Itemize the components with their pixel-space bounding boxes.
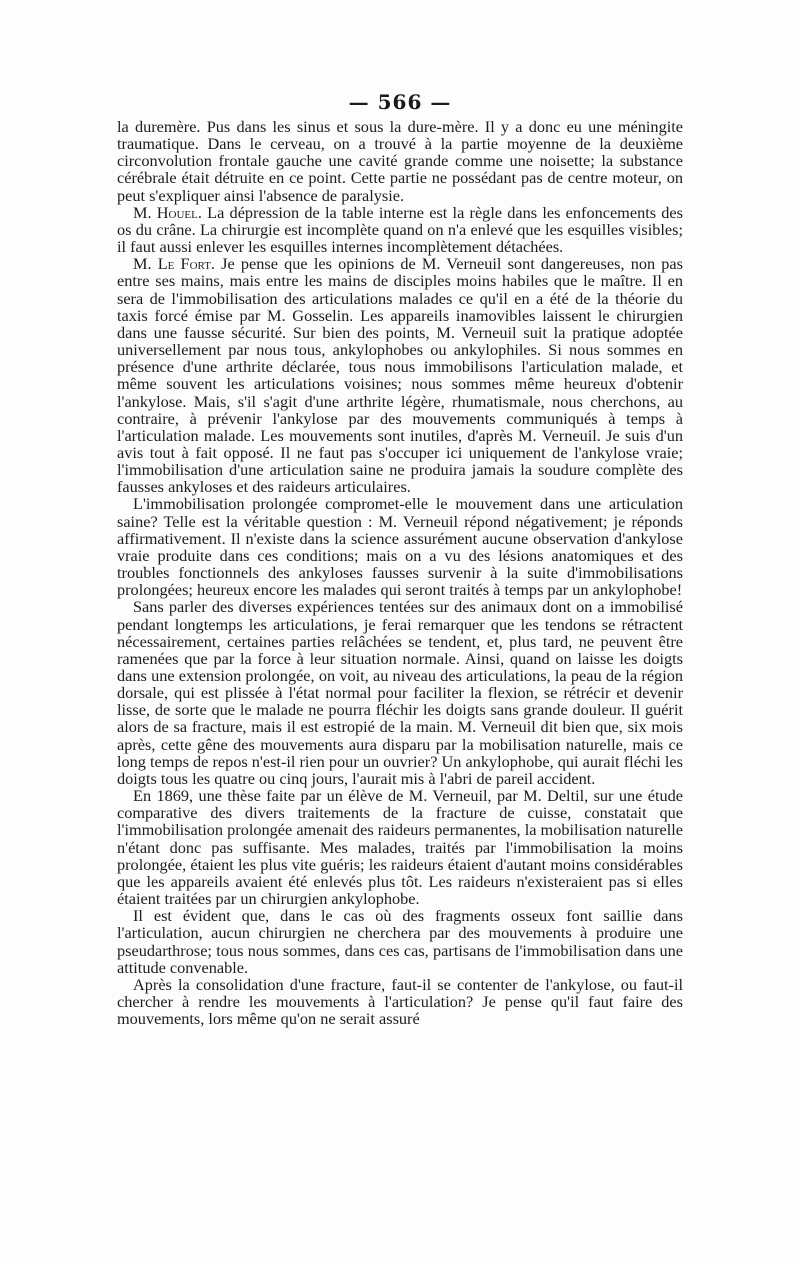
- paragraph-text: Je pense que les opinions de M. Verneuil sont dangereuses, non pas entre ses mains, mais entre les mains de disciples moins habiles que le maître. Il en sera de l'immobilisation des articulations malades ce qu'il en a été de la théorie du taxis forcé émise par M. Gosselin. Les appareils inamovibles laissent le chirurgien dans une fausse sécurité. Sur bien des points, M. Verneuil suit la pratique adoptée universellement par nous tous, ankylophobes ou ankylophiles. Si nous sommes en présence d'une arthrite déclarée, tous nous immobilisons l'articulation malade, et même souvent les articulations voisines; nous sommes même heureux d'obtenir l'ankylose. Mais, s'il s'agit d'une arthrite légère, rhumatismale, nous cherchons, au contraire, à prévenir l'ankylose par des mouvements communiqués à temps à l'articulation malade. Les mouvements sont inutiles, d'après M. Verneuil. Je suis d'un avis tout à fait opposé. Il ne faut pas s'occuper ici uniquement de l'ankylose vraie; l'immobilisation d'une articulation saine ne produira jamais la soudure complète des fausses ankyloses et des raideurs articulaires.: [117, 254, 683, 497]
- paragraph-text: L'immobilisation prolongée compromet-elle le mouvement dans une articulation saine? Telle est la véritable question : M. Verneuil répond négativement; je réponds affirmativement. Il n'existe dans la science assurément aucune observation d'ankylose vraie produite dans ces conditions; mais on a vu des lésions anatomiques et des troubles fonctionnels des ankyloses fausses survenir à la suite d'immobilisations prolongées; heureux encore les malades qui seront traités à temps par un ankylophobe!: [117, 494, 683, 600]
- paragraph: [117, 907, 683, 976]
- paragraph: [117, 598, 683, 787]
- paragraph: [117, 255, 683, 495]
- page-number: — 566 —: [348, 90, 452, 114]
- paragraph: [117, 787, 683, 907]
- speaker-name: M. Le Fort.: [133, 254, 216, 274]
- paragraph-text: En 1869, une thèse faite par un élève de M. Verneuil, par M. Deltil, sur une étude comparative des divers traitements de la fracture de cuisse, constatait que l'immobilisation prolongée amenait des raideurs permanentes, la mobilisation naturelle n'étant donc pas suffisante. Mes malades, traités par l'immobilisation la moins prolongée, étaient les plus vite guéris; les raideurs étaient d'autant moins considérables que les appareils avaient été enlevés plus tôt. Les raideurs n'existeraient pas si elles étaient traitées par un chirurgien ankylophobe.: [117, 786, 683, 909]
- paragraph: [117, 976, 683, 1027]
- paragraph-text: Sans parler des diverses expériences tentées sur des animaux dont on a immobilisé pendant longtemps les articulations, je ferai remarquer que les tendons se rétractent nécessairement, certaines parties relâchées se tendent, et, plus tard, ne peuvent être ramenées que par la force à leur situation normale. Ainsi, quand on laisse les doigts dans une extension prolongée, on voit, au niveau des articulations, la peau de la région dorsale, qui est plissée à l'état normal pour faciliter la flexion, se rétrécir et devenir lisse, de sorte que le malade ne pourra fléchir les doigts sans grande douleur. Il guérit alors de sa fracture, mais il est estropié de la main. M. Verneuil dit bien que, six mois après, cette gêne des mouvements aura disparu par la mobilisation naturelle, mais ce long temps de repos n'est-il rien pour un ouvrier? Un ankylophobe, qui aurait fléchi les doigts tous les quatre ou cinq jours, l'aurait mis à l'abri de pareil accident.: [117, 597, 683, 788]
- paragraph: [117, 495, 683, 598]
- page-body: [117, 118, 683, 1027]
- paragraph-text: Après la consolidation d'une fracture, faut-il se contenter de l'ankylose, ou faut-il chercher à rendre les mouvements à l'articulation? Je pense qu'il faut faire des mouvements, lors même qu'on ne serait assuré: [117, 974, 683, 1029]
- paragraph: [117, 204, 683, 255]
- paragraph: [117, 118, 683, 204]
- paragraph-text: La dépression de la table interne est la règle dans les enfoncements des os du crâne. La chirurgie est incomplète quand on n'a enlevé que les esquilles visibles; il faut aussi enlever les esquilles internes incomplètement détachées.: [117, 202, 683, 257]
- paragraph-text: la duremère. Pus dans les sinus et sous la dure-mère. Il y a donc eu une méningite traumatique. Dans le cerveau, on a trouvé à la partie moyenne de la deuxième circonvolution frontale gauche une cavité grande comme une noisette; la substance cérébrale était détruite en ce point. Cette partie ne possédant pas de centre moteur, on peut s'expliquer ainsi l'absence de paralysie.: [117, 117, 683, 205]
- speaker-name: M. Houel.: [133, 202, 202, 222]
- paragraph-text: Il est évident que, dans le cas où des fragments osseux font saillie dans l'articulation, aucun chirurgien ne cherchera par des mouvements à produire une pseudarthrose; tous nous sommes, dans ces cas, partisans de l'immobilisation dans une attitude convenable.: [117, 906, 683, 977]
